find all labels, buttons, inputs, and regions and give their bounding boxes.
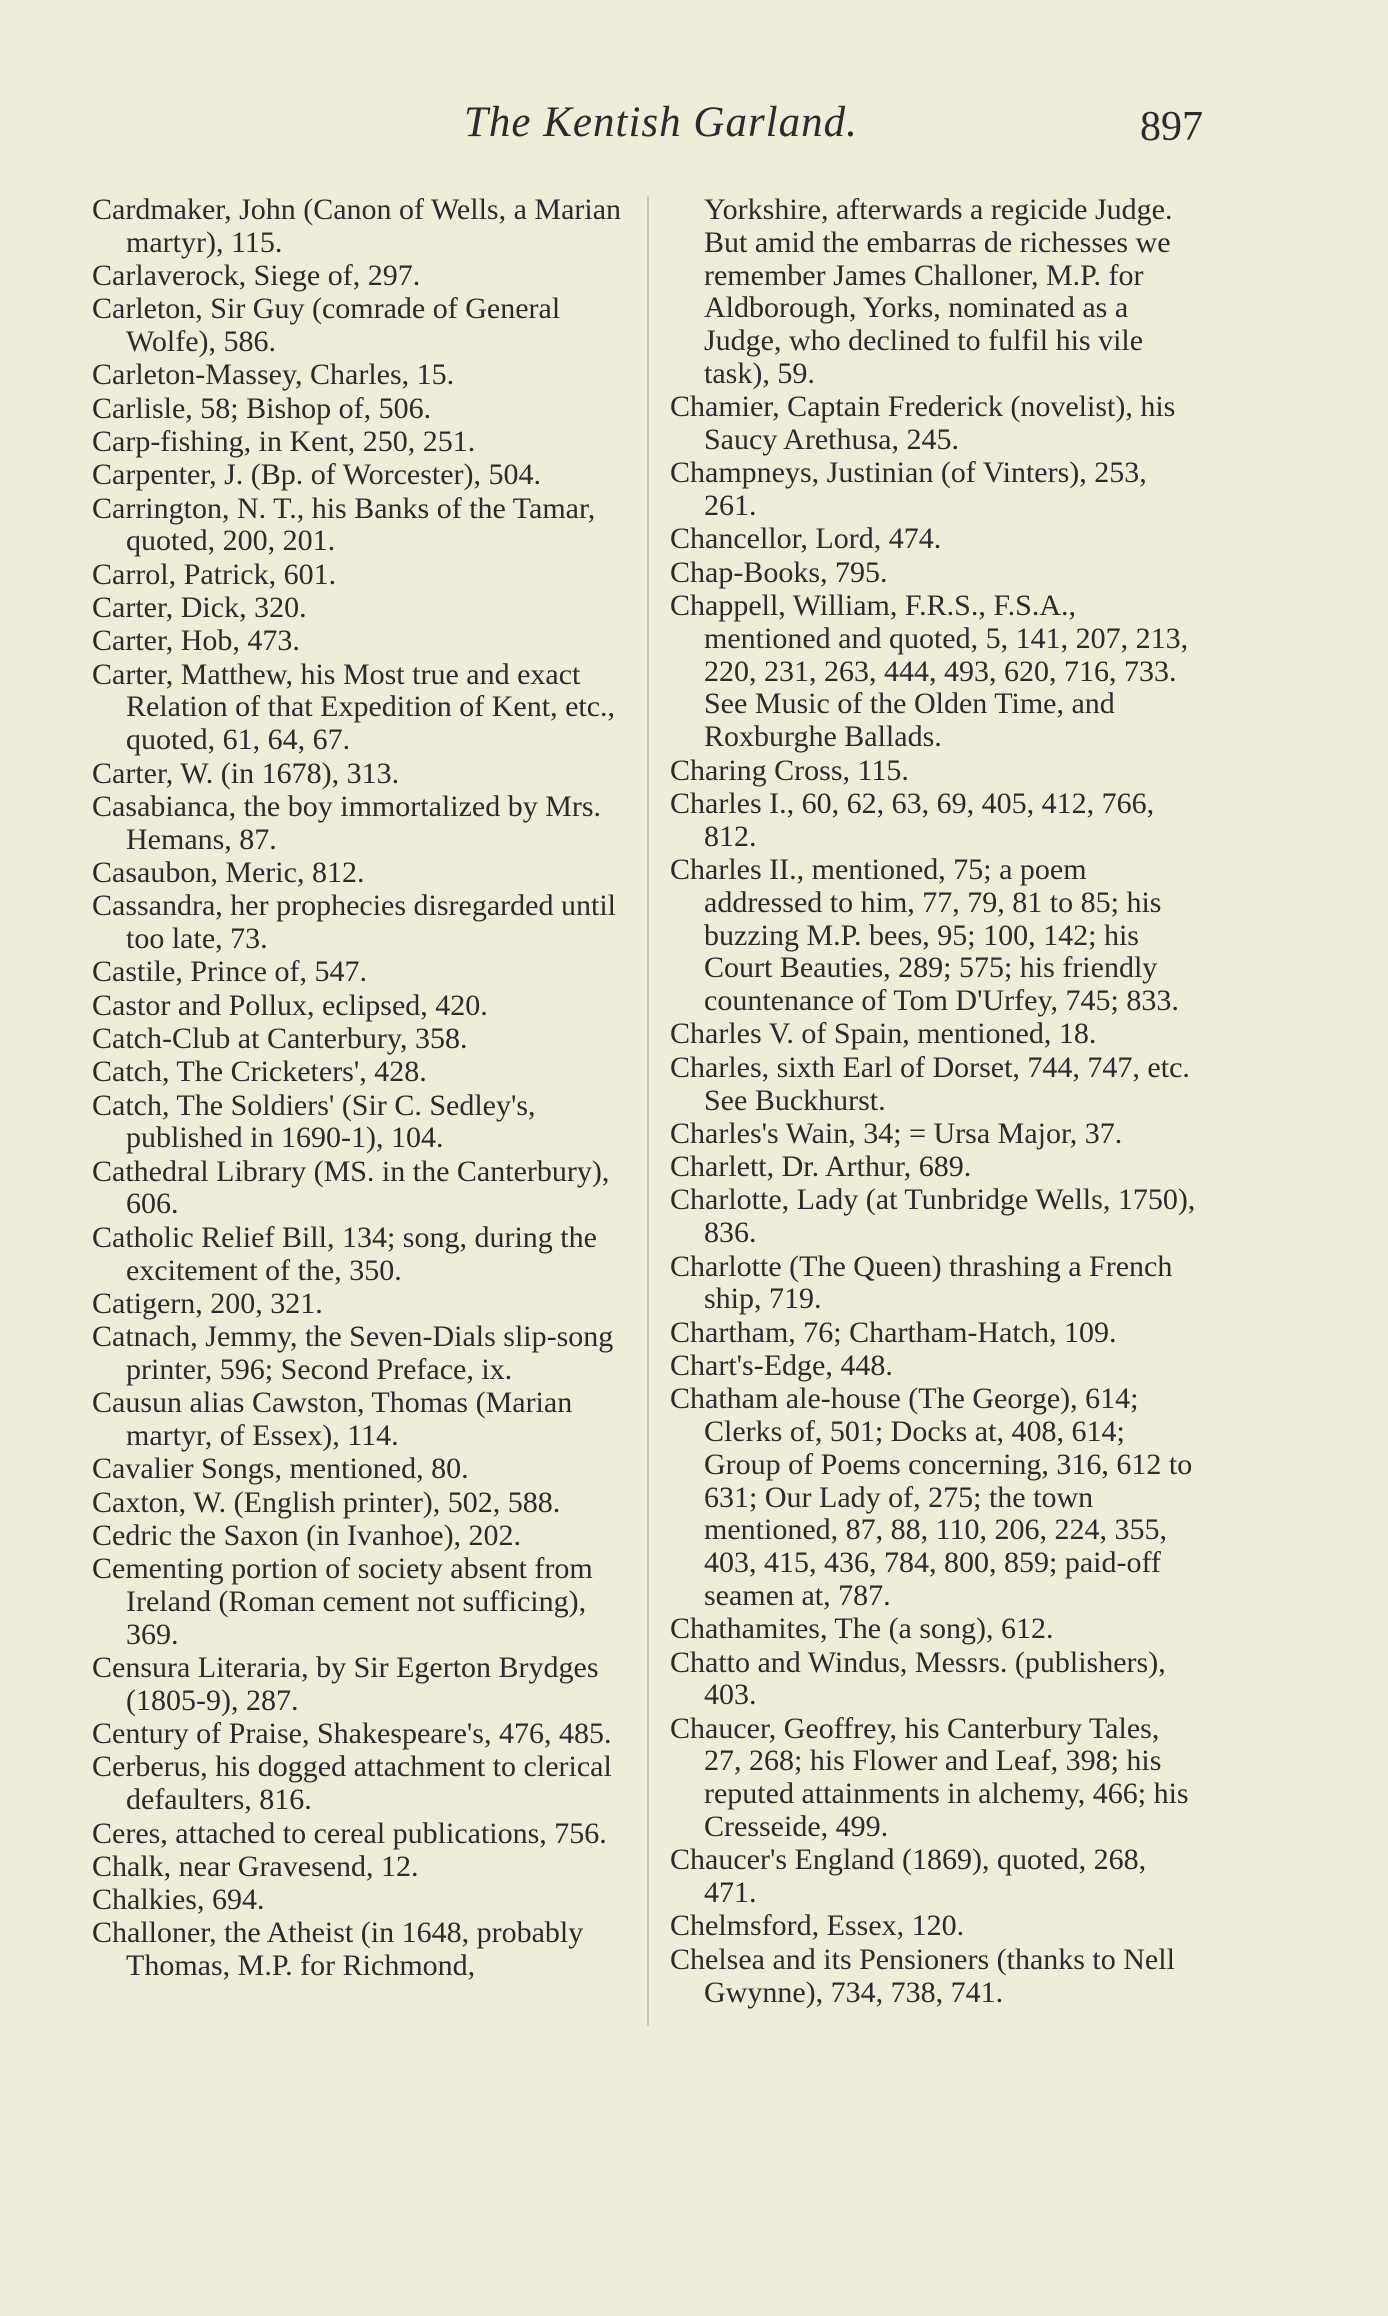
index-entry-continuation: Yorkshire, afterwards a regicide Judge. But amid the embarras de richesses we remember James Challoner, M.P. for Aldborough, Yorks, nominated as a Judge, who declined to fulfil his vile task), 59. <box>704 193 1173 390</box>
index-entry: Carp-fishing, in Kent, 250, 251. <box>92 425 476 459</box>
index-entry: Charles's Wain, 34; = Ursa Major, 37. <box>670 1116 1123 1150</box>
index-entry: Charlett, Dr. Arthur, 689. <box>670 1150 972 1184</box>
index-entry: Carlaverock, Siege of, 297. <box>92 259 421 293</box>
index-column-right <box>670 194 1202 2010</box>
index-entry: Catholic Relief Bill, 134; song, during the excitement of the, 350. <box>92 1220 597 1287</box>
index-entry: Chaucer, Geoffrey, his Canterbury Tales, 27, 268; his Flower and Leaf, 398; his reputed attainments in alchemy, 466; his Cresseide, 499. <box>670 1711 1189 1844</box>
index-entry: Chart's-Edge, 448. <box>670 1348 893 1382</box>
index-column-left <box>92 194 624 1984</box>
index-entry: Censura Literaria, by Sir Egerton Brydges (1805-9), 287. <box>92 1651 599 1717</box>
index-entry: Carrington, N. T., his Banks of the Tamar, quoted, 200, 201. <box>92 491 596 558</box>
index-entry: Catigern, 200, 321. <box>92 1286 323 1320</box>
index-entry: Carrol, Patrick, 601. <box>92 557 337 591</box>
index-entry: Chancellor, Lord, 474. <box>670 522 942 556</box>
index-entry: Cementing portion of society absent from Ireland (Roman cement not sufficing), 369. <box>92 1552 593 1651</box>
index-entry: Carleton, Sir Guy (comrade of General Wolfe), 586. <box>92 292 561 359</box>
index-entry: Chelsea and its Pensioners (thanks to Nell Gwynne), 734, 738, 741. <box>670 1942 1175 2009</box>
index-entry: Carleton-Massey, Charles, 15. <box>92 358 455 392</box>
index-entry: Charing Cross, 115. <box>670 753 909 787</box>
index-entry: Chalkies, 694. <box>92 1883 265 1917</box>
index-entry: Chappell, William, F.R.S., F.S.A., mentioned and quoted, 5, 141, 207, 213, 220, 231, 263, 444, 493, 620, 716, 733. See Music of the Olden Time, and Roxburghe Ballads. <box>670 589 1189 754</box>
index-entry: Caxton, W. (English printer), 502, 588. <box>92 1485 561 1519</box>
index-entry: Chalk, near Gravesend, 12. <box>92 1849 419 1883</box>
index-entry: Chamier, Captain Frederick (novelist), his Saucy Arethusa, 245. <box>670 390 1176 457</box>
index-entry: Carter, Hob, 473. <box>92 624 300 658</box>
index-entry: Challoner, the Atheist (in 1648, probably Thomas, M.P. for Richmond, <box>92 1916 584 1983</box>
index-entry: Cerberus, his dogged attachment to clerical defaulters, 816. <box>92 1750 612 1817</box>
index-entry: Chatham ale-house (The George), 614; Clerks of, 501; Docks at, 408, 614; Group of Poems concerning, 316, 612 to 631; Our Lady of, 275; the town mentioned, 87, 88, 110, 206, 224, 355, 403, 415, 436, 784, 800, 859; paid-off seamen at, 787. <box>670 1382 1193 1612</box>
index-entry: Cardmaker, John (Canon of Wells, a Marian martyr), 115. <box>92 193 622 259</box>
index-entry: Charles II., mentioned, 75; a poem addressed to him, 77, 79, 81 to 85; his buzzing M.P. bees, 95; 100, 142; his Court Beauties, 289; 575; his friendly countenance of Tom D'Urfey, 745; 833. <box>670 852 1179 1018</box>
index-entry: Catch, The Cricketers', 428. <box>92 1055 427 1089</box>
index-entry: Cathedral Library (MS. in the Canterbury), 606. <box>92 1154 610 1221</box>
index-entry: Carlisle, 58; Bishop of, 506. <box>92 391 432 425</box>
index-entry: Castor and Pollux, eclipsed, 420. <box>92 988 488 1022</box>
index-entry: Chathamites, The (a song), 612. <box>670 1612 1054 1646</box>
index-entry: Causun alias Cawston, Thomas (Marian martyr, of Essex), 114. <box>92 1386 573 1452</box>
index-entry: Charles I., 60, 62, 63, 69, 405, 412, 766, 812. <box>670 786 1155 853</box>
index-entry: Catnach, Jemmy, the Seven-Dials slip-song printer, 596; Second Preface, ix. <box>92 1320 614 1386</box>
index-entry: Chatto and Windus, Messrs. (publishers), 403. <box>670 1645 1166 1712</box>
index-entry: Chaucer's England (1869), quoted, 268, 471. <box>670 1843 1147 1910</box>
index-entry: Century of Praise, Shakespeare's, 476, 485. <box>92 1717 612 1751</box>
index-entry: Carter, Matthew, his Most true and exact Relation of that Expedition of Kent, etc., quoted, 61, 64, 67. <box>92 657 616 757</box>
index-entry: Champneys, Justinian (of Vinters), 253, 261. <box>670 456 1147 523</box>
index-entry: Casabianca, the boy immortalized by Mrs. Hemans, 87. <box>92 789 602 856</box>
index-entry: Chap-Books, 795. <box>670 555 888 589</box>
index-entry: Ceres, attached to cereal publications, 756. <box>92 1816 607 1850</box>
index-entry: Chelmsford, Essex, 120. <box>670 1909 965 1943</box>
index-entry: Catch-Club at Canterbury, 358. <box>92 1021 468 1055</box>
index-entry: Castile, Prince of, 547. <box>92 955 367 989</box>
index-entry: Cedric the Saxon (in Ivanhoe), 202. <box>92 1518 522 1552</box>
index-entry: Casaubon, Meric, 812. <box>92 855 365 889</box>
index-entry: Cavalier Songs, mentioned, 80. <box>92 1452 469 1486</box>
index-entry: Cassandra, her prophecies disregarded until too late, 73. <box>92 889 616 956</box>
index-entry: Charles V. of Spain, mentioned, 18. <box>670 1017 1097 1051</box>
page-number: 897 <box>1140 104 1203 150</box>
column-divider <box>647 196 649 2026</box>
index-entry: Chartham, 76; Chartham-Hatch, 109. <box>670 1315 1117 1349</box>
index-entry: Charles, sixth Earl of Dorset, 744, 747, etc. See Buckhurst. <box>670 1050 1190 1117</box>
index-entry: Charlotte (The Queen) thrashing a French ship, 719. <box>670 1249 1173 1316</box>
index-entry: Carter, Dick, 320. <box>92 591 307 625</box>
running-title: The Kentish Garland. <box>464 99 858 146</box>
index-entry: Catch, The Soldiers' (Sir C. Sedley's, published in 1690-1), 104. <box>92 1088 536 1155</box>
index-entry: Charlotte, Lady (at Tunbridge Wells, 1750), 836. <box>670 1183 1196 1250</box>
index-entry: Carter, W. (in 1678), 313. <box>92 756 400 790</box>
index-entry: Carpenter, J. (Bp. of Worcester), 504. <box>92 458 542 492</box>
